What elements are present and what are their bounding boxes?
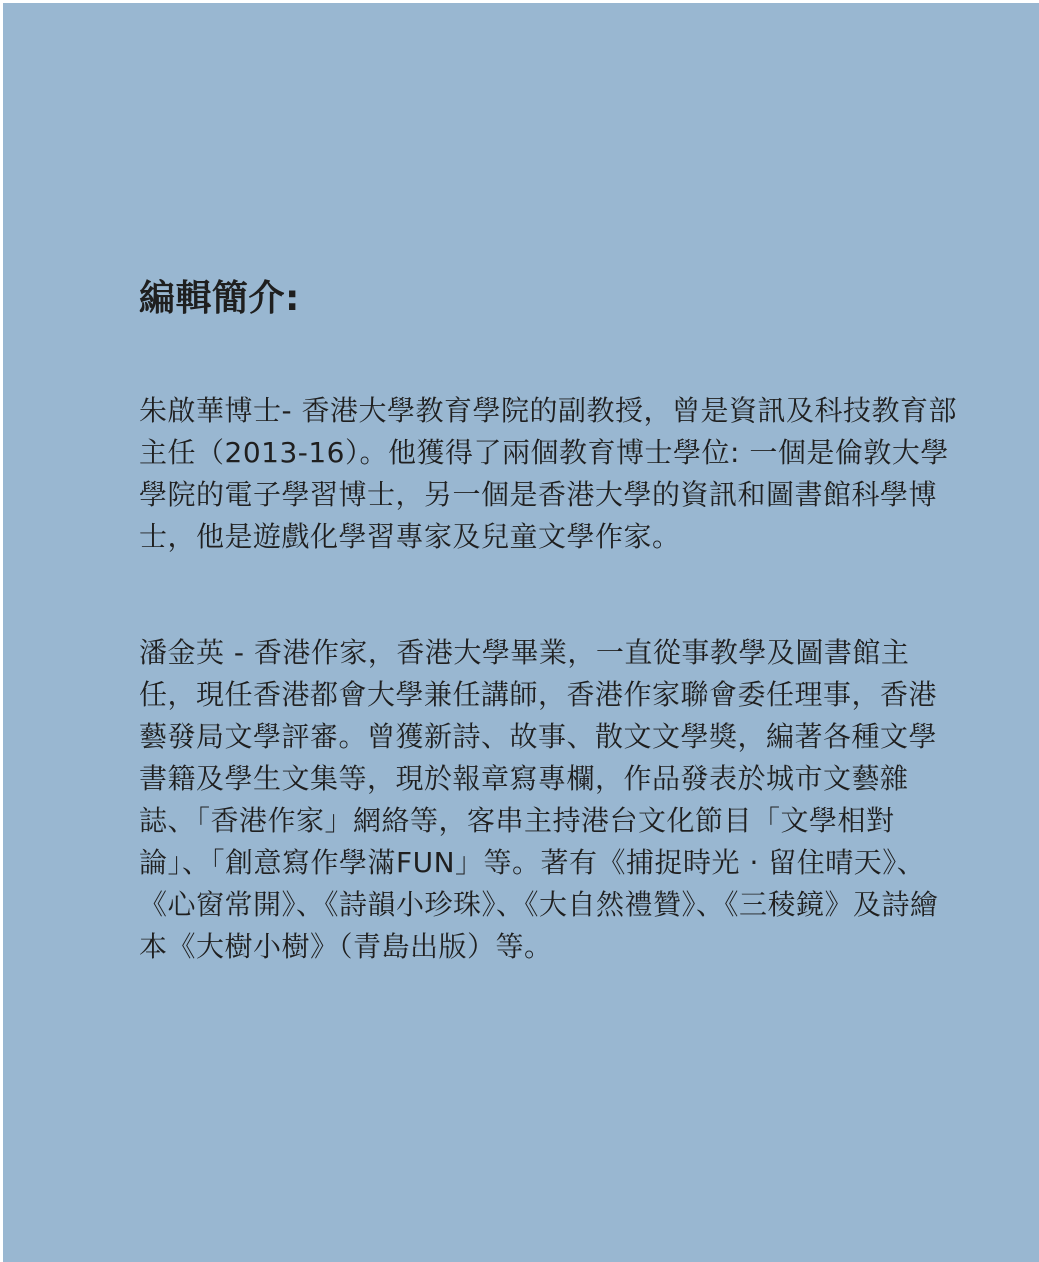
bio-paragraph-2: 潘金英 - 香港作家，香港大學畢業，一直從事教學及圖書館主任，現任香港都會大學兼任講師，香港作家聯會委任理事，香港藝發局文學評審。曾獲新詩、故事、散文文學獎，編著各種文學書籍及學生文集等，現於報章寫專欄，作品發表於城市文藝雜誌、「香港作家」網絡等，客串主持港台文化節目「文學相對論」、「創意寫作學滿FUN」等。著有《捕捉時光 · 留住晴天》、《心窗常開》、《詩韻小珍珠》、《大自然禮贊》、《三稜鏡》及詩繪本《大樹小樹》（青島出版）等。 xyxy=(139,636,939,964)
editor-bio-section xyxy=(139,277,959,968)
background-panel xyxy=(3,3,1039,1262)
section-title: 編輯簡介: xyxy=(139,278,300,319)
bio-paragraph-1: 朱啟華博士- 香港大學教育學院的副教授，曾是資訊及科技教育部主任（2013-16）。他獲得了兩個教育博士學位: 一個是倫敦大學學院的電子學習博士，另一個是香港大學的資訊和圖書館科學博士，他是遊戲化學習專家及兒童文學作家。 xyxy=(139,394,958,554)
